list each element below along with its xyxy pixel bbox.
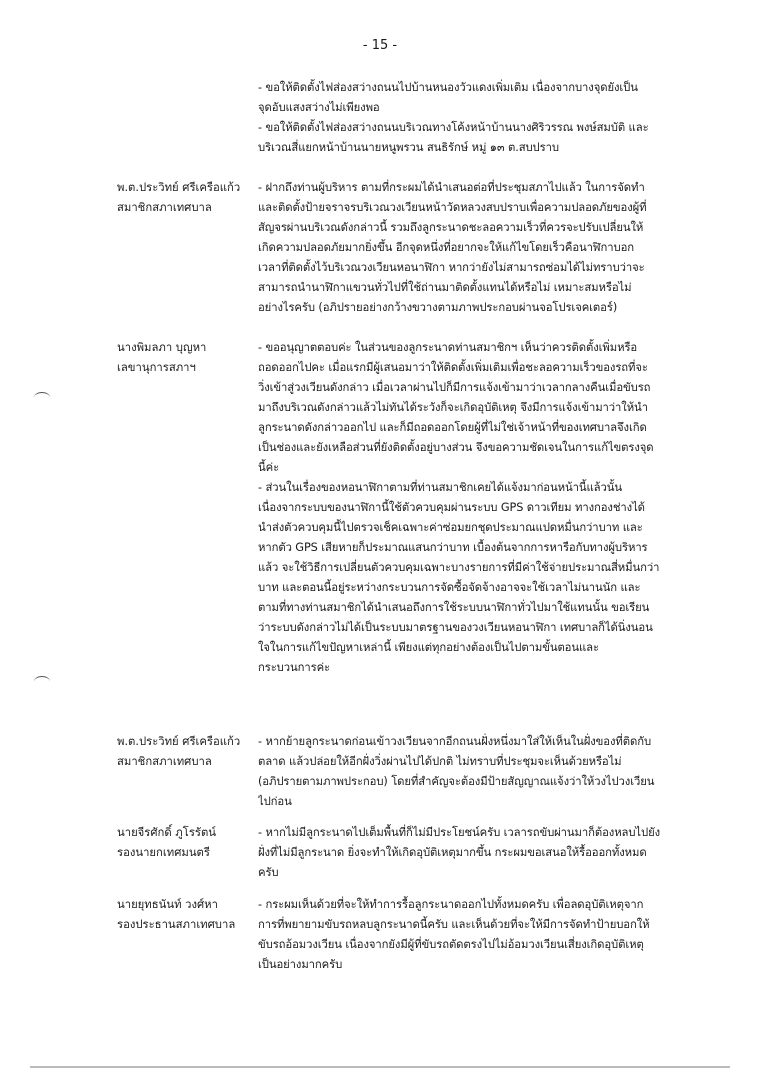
text-line: เนื่องจากระบบของนาฬิกานี้ใช้ตัวควบคุมผ่านระบบ GPS ดาวเทียม ทางกองช่างได้ <box>258 501 645 514</box>
text-line: วิ่งเข้าสู่วงเวียนดังกล่าว เมื่อเวลาผ่านไปก็มีการแจ้งเข้ามาว่าเวลากลางคืนเมื่อขับรถ <box>258 381 651 394</box>
text-line: มาถึงบริเวณดังกล่าวแล้วไม่ทันได้ระวังก็จะเกิดอุบัติเหตุ จึงมีการแจ้งเข้ามาว่าให้นำ <box>258 401 649 414</box>
text-line: แล้ว จะใช้วิธีการเปลี่ยนตัวควบคุมเฉพาะบางรายการที่มีค่าใช้จ่ายประมาณสี่หมื่นกว่า <box>258 561 660 574</box>
text-line: เวลาที่ติดตั้งไว้บริเวณวงเวียนหอนาฬิกา หากว่ายังไม่สามารถซ่อมได้ไม่ทราบว่าจะ <box>258 261 645 274</box>
text-line: และติดตั้งป้ายจราจรบริเวณวงเวียนหน้าวัดหลวงสบปราบเพื่อความปลอดภัยของผู้ที่ <box>258 201 647 214</box>
page-number: - 15 - <box>362 38 398 53</box>
text-line: หากตัว GPS เสียหายก็ประมาณแสนกว่าบาท เบื้องต้นจากการหารือกับทางผู้บริหาร <box>258 541 648 554</box>
text-line: - ส่วนในเรื่องของหอนาฬิกาตามที่ท่านสมาชิกเคยได้แจ้งมาก่อนหน้านี้แล้วนั้น <box>258 481 622 494</box>
text-line: จุดอับแสงสว่างไม่เพียงพอ <box>258 101 380 114</box>
text-line: กระบวนการค่ะ <box>258 661 330 674</box>
text-line: ถอดออกไปคะ เมื่อแรกมีผู้เสนอมาว่าให้ติดตั้งเพิ่มเติมเพื่อชะลอความเร็วของรถที่จะ <box>258 361 648 374</box>
text-line: บริเวณสี่แยกหน้าบ้านนายหนูพรวน สนธิรักษ์ หมู่ ๑๓ ต.สบปราบ <box>258 141 559 154</box>
speaker-role: เลขานุการสภาฯ <box>117 361 196 374</box>
speaker-role: สมาชิกสภาเทศบาล <box>117 755 212 768</box>
text-line: - หากไม่มีลูกระนาดไปเต็มพื้นที่ก็ไม่มีประโยชน์ครับ เวลารถขับผ่านมาก็ต้องหลบไปยัง <box>258 826 661 839</box>
text-line: เป็นอย่างมากครับ <box>258 958 343 971</box>
text-line: ครับ <box>258 866 279 879</box>
text-line: สัญจรผ่านบริเวณดังกล่าวนี้ รวมถึงลูกระนาดชะลอความเร็วที่ควรจะปรับเปลี่ยนให้ <box>258 221 644 234</box>
speaker-role: รองประธานสภาเทศบาล <box>117 918 236 931</box>
speaker-name: พ.ต.ประวิทย์ ศรีเครือแก้ว <box>117 181 241 194</box>
text-line: เกิดความปลอดภัยมากยิ่งขึ้น อีกจุดหนึ่งที่อยากจะให้แก้ไขโดยเร็วคือนาฬิกาบอก <box>258 241 634 254</box>
speaker-name: นายจีรศักดิ์ ภูโรรัตน์ <box>117 826 217 839</box>
speaker-role: สมาชิกสภาเทศบาล <box>117 201 212 214</box>
speaker-name: นายยุทธนันท์ วงศ์หา <box>117 898 218 911</box>
text-line: ใจในการแก้ไขปัญหาเหล่านี้ เพียงแต่ทุกอย่างต้องเป็นไปตามขั้นตอนและ <box>258 641 599 654</box>
text-line: - ขอให้ติดตั้งไฟส่องสว่างถนนไปบ้านหนองวัวแดงเพิ่มเติม เนื่องจากบางจุดยังเป็น <box>258 81 638 94</box>
text-line: สามารถนำนาฬิกาแขวนทั่วไปที่ใช้ถ่านมาติดตั้งแทนได้หรือไม่ เหมาะสมหรือไม่ <box>258 281 632 294</box>
text-line: บาท และตอนนี้อยู่ระหว่างกระบวนการจัดซื้อจัดจ้างอาจจะใช้เวลาไม่นานนัก และ <box>258 581 641 594</box>
speaker-name: นางพิมลภา บุญหา <box>117 341 207 354</box>
speaker-role: รองนายกเทศมนตรี <box>117 846 210 859</box>
speaker-name: พ.ต.ประวิทย์ ศรีเครือแก้ว <box>117 735 241 748</box>
text-line: - ขอให้ติดตั้งไฟส่องสว่างถนนบริเวณทางโค้งหน้าบ้านนางศิริวรรณ พงษ์สมบัติ และ <box>258 121 649 134</box>
text-line: ไปก่อน <box>258 795 292 808</box>
text-line: เป็นช่องและยังเหลือส่วนที่ยังติดตั้งอยู่บางส่วน จึงขอความชัดเจนในการแก้ไขตรงจุด <box>258 441 654 454</box>
text-line: ฝั่งที่ไม่มีลูกระนาด ยิ่งจะทำให้เกิดอุบัติเหตุมากขึ้น กระผมขอเสนอให้รื้อออกทั้งหมด <box>258 846 647 859</box>
text-line: นี้ค่ะ <box>258 461 280 474</box>
text-line: การที่พยายามขับรถหลบลูกระนาดนี้ครับ และเห็นด้วยที่จะให้มีการจัดทำป้ายบอกให้ <box>258 918 650 931</box>
text-line: ตามที่ทางท่านสมาชิกได้นำเสนอถึงการใช้ระบบนาฬิกาทั่วไปมาใช้แทนนั้น ขอเรียน <box>258 601 650 614</box>
text-line: ว่าระบบดังกล่าวไม่ได้เป็นระบบมาตรฐานของวงเวียนหอนาฬิกา เทศบาลก็ได้นิ่งนอน <box>258 621 653 634</box>
text-line: อย่างไรครับ (อภิปรายอย่างกว้างขวางตามภาพประกอบผ่านจอโปรเจคเตอร์) <box>258 301 618 314</box>
scan-bottom-edge <box>30 1066 730 1068</box>
text-line: - ฝากถึงท่านผู้บริหาร ตามที่กระผมได้นำเสนอต่อที่ประชุมสภาไปแล้ว ในการจัดทำ <box>258 181 645 194</box>
punch-hole-mark <box>34 676 50 687</box>
text-line: (อภิปรายตามภาพประกอบ) โดยที่สำคัญจะต้องมีป้ายสัญญาณแจ้งว่าให้วงไปวงเวียน <box>258 775 655 788</box>
text-line: ตลาด แล้วปล่อยให้อีกฝั่งวิ่งผ่านไปได้ปกติ ไม่ทราบที่ประชุมจะเห็นด้วยหรือไม่ <box>258 755 622 768</box>
text-line: ลูกระนาดดังกล่าวออกไป และก็มีถอดออกโดยผู้ที่ไม่ใช่เจ้าหน้าที่ของเทศบาลจึงเกิด <box>258 421 647 434</box>
text-line: - กระผมเห็นด้วยที่จะให้ทำการรื้อลูกระนาดออกไปทั้งหมดครับ เพื่อลดอุบัติเหตุจาก <box>258 898 644 911</box>
text-line: นำส่งตัวควบคุมนี้ไปตรวจเช็คเฉพาะค่าซ่อมยกชุดประมาณแปดหมื่นกว่าบาท และ <box>258 521 643 534</box>
punch-hole-mark <box>34 392 50 403</box>
text-line: - หากย้ายลูกระนาดก่อนเข้าวงเวียนจากอีกถนนฝั่งหนึ่งมาใส่ให้เห็นในฝั่งของที่ติดกับ <box>258 735 652 748</box>
text-line: - ขออนุญาตตอบค่ะ ในส่วนของลูกระนาดท่านสมาชิกฯ เห็นว่าควรติดตั้งเพิ่มหรือ <box>258 341 638 354</box>
text-line: ขับรถอ้อมวงเวียน เนื่องจากยังมีผู้ที่ขับรถตัดตรงไปไม่อ้อมวงเวียนเสี่ยงเกิดอุบัติเหตุ <box>258 938 644 951</box>
